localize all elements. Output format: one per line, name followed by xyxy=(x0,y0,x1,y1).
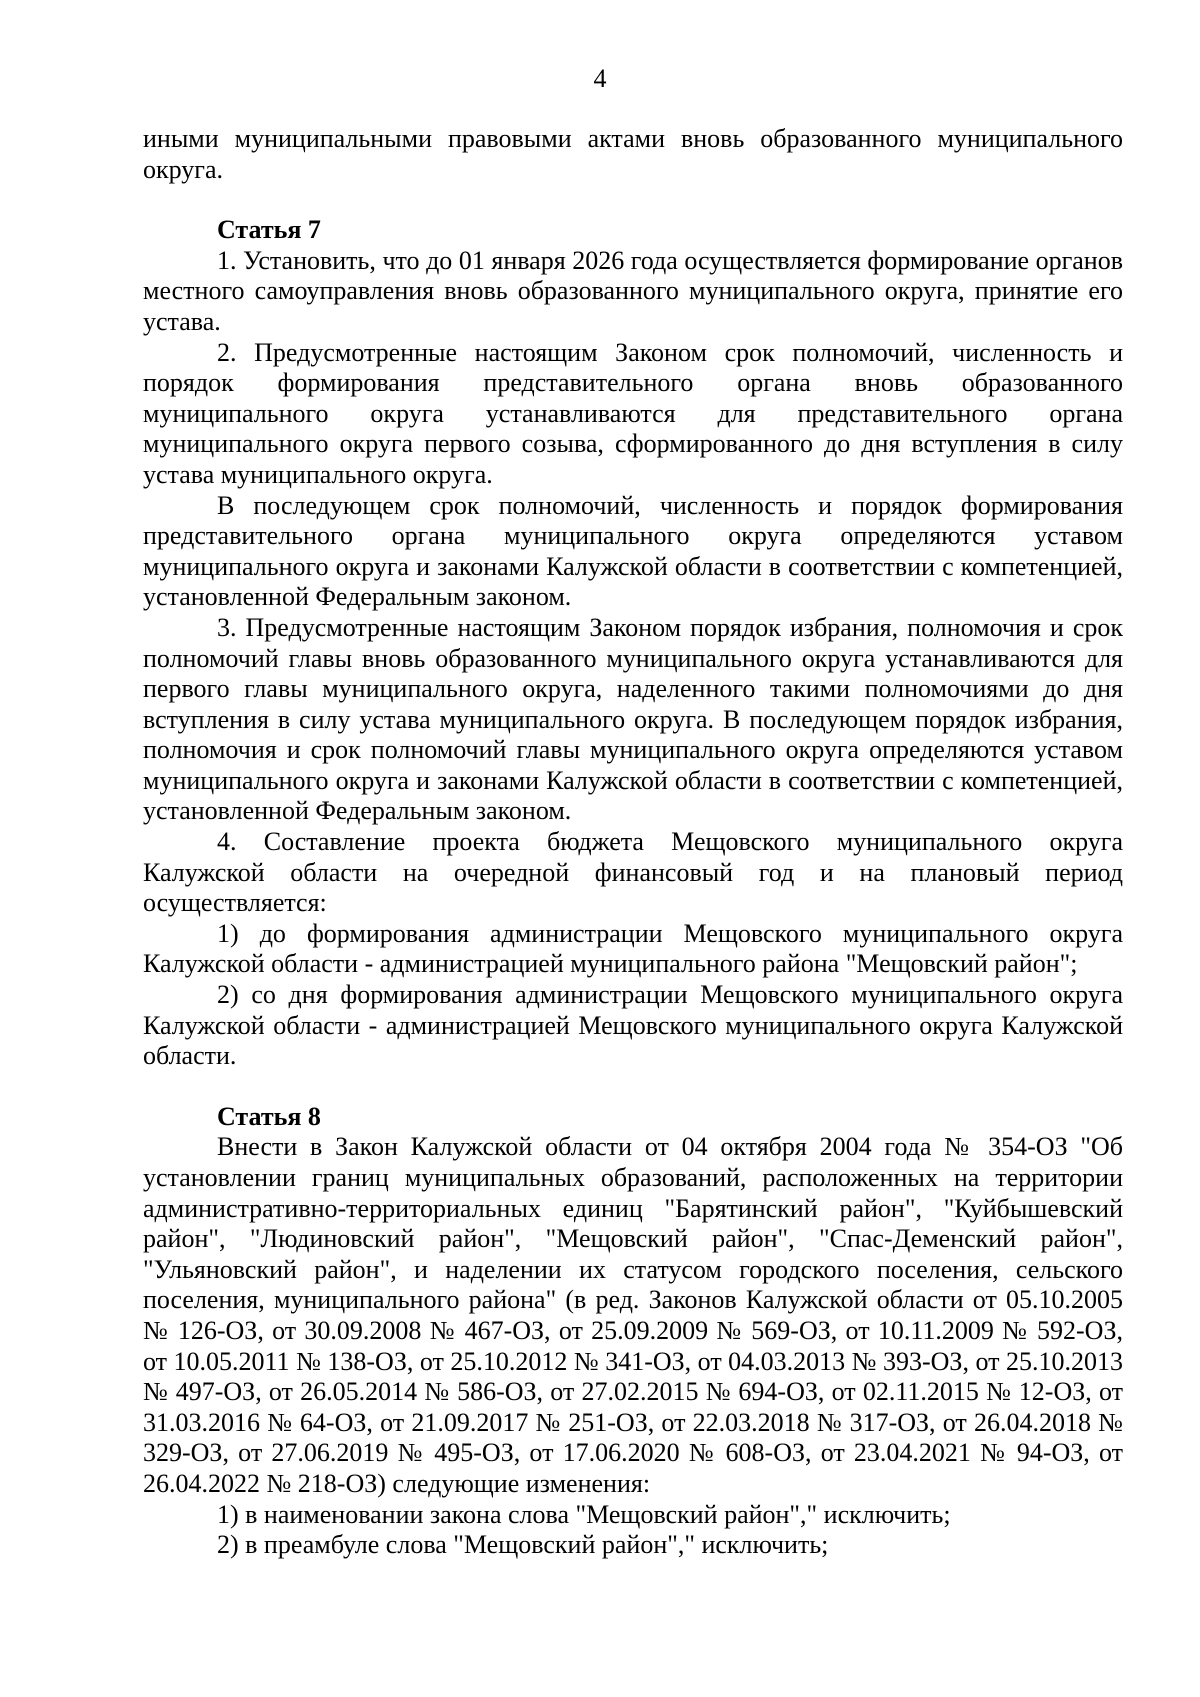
page-number: 4 xyxy=(593,64,607,93)
article-8-item-2: 2) в преамбуле слова "Мещовский район"," исключить; xyxy=(217,1530,829,1560)
article-7-subitem-1: 1) до формирования администрации Мещовского муниципального округа Калужской области - администрацией муниципального района "Мещовский район"; xyxy=(143,918,1123,979)
article-8-heading: Статья 8 xyxy=(217,1101,321,1131)
article-7-subitem-2: 2) со дня формирования администрации Мещовского муниципального округа Калужской области - администрацией Мещовского муниципального округа Калужской области. xyxy=(143,980,1123,1071)
article-7-paragraph-4: 3. Предусмотренные настоящим Законом порядок избрания, полномочия и срок полномочий главы вновь образованного муниципального округа устанавливаются для первого главы муниципального округа, наделенного такими полномочиями до дня вступления в силу устава муниципального округа. В последующем порядок избрания, полномочия и срок полномочий главы муниципального округа определяются уставом муниципального округа и законами Калужской области в соответствии с компетенцией, установленной Федеральным законом. xyxy=(143,612,1123,826)
article-7-heading: Статья 7 xyxy=(217,215,321,245)
article-7-paragraph-2: 2. Предусмотренные настоящим Законом срок полномочий, численность и порядок формирования представительного органа вновь образованного муниципального округа устанавливаются для представительного органа муниципального округа первого созыва, сформированного до дня вступления в силу устава муниципального округа. xyxy=(143,337,1123,489)
article-8-paragraph-1: Внести в Закон Калужской области от 04 октября 2004 года № 354-ОЗ "Об установлении границ муниципальных образований, расположенных на территории административно-территориальных единиц "Барятинский район", "Куйбышевский район", "Людиновский район", "Мещовский район", "Спас-Деменский район", "Ульяновский район", и наделении их статусом городского поселения, сельского поселения, муниципального района" (в ред. Законов Калужской области от 05.10.2005 № 126-ОЗ, от 30.09.2008 № 467-ОЗ, от 25.09.2009 № 569-ОЗ, от 10.11.2009 № 592-ОЗ, от 10.05.2011 № 138-ОЗ, от 25.10.2012 № 341-ОЗ, от 04.03.2013 № 393-ОЗ, от 25.10.2013 № 497-ОЗ, от 26.05.2014 № 586-ОЗ, от 27.02.2015 № 694-ОЗ, от 02.11.2015 № 12-ОЗ, от 31.03.2016 № 64-ОЗ, от 21.09.2017 № 251-ОЗ, от 22.03.2018 № 317-ОЗ, от 26.04.2018 № 329-ОЗ, от 27.06.2019 № 495-ОЗ, от 17.06.2020 № 608-ОЗ, от 23.04.2021 № 94-ОЗ, от 26.04.2022 № 218-ОЗ) следующие изменения: xyxy=(143,1132,1123,1498)
document-body xyxy=(143,124,1123,1561)
article-8-item-1: 1) в наименовании закона слова "Мещовский район"," исключить; xyxy=(217,1499,951,1529)
continuation-text: иными муниципальными правовыми актами вновь образованного муниципального округа. xyxy=(143,124,1123,184)
article-7-paragraph-1: 1. Установить, что до 01 января 2026 года осуществляется формирование органов местного самоуправления вновь образованного муниципального округа, принятие его устава. xyxy=(143,245,1123,336)
article-7-paragraph-3: В последующем срок полномочий, численность и порядок формирования представительного органа муниципального округа определяются уставом муниципального округа и законами Калужской области в соответствии с компетенцией, установленной Федеральным законом. xyxy=(143,490,1123,612)
article-7-paragraph-5: 4. Составление проекта бюджета Мещовского муниципального округа Калужской области на очередной финансовый год и на плановый период осуществляется: xyxy=(143,827,1123,918)
